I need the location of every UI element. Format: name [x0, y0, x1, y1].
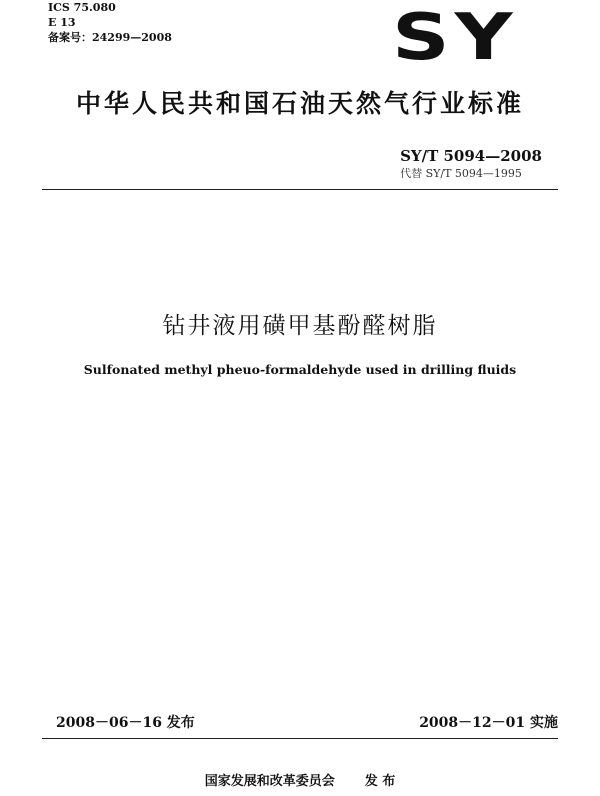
meta-block [48, 0, 172, 45]
filing-number: 备案号：24299—2008 [48, 31, 172, 44]
issuing-authority-heading: 中华人民共和国石油天然气行业标准 [75, 89, 524, 118]
issuer-action: 发 布 [364, 774, 396, 789]
sy-logo: SY [392, 1, 518, 75]
document-title-chinese: 钻井液用磺甲基酚醛树脂 [162, 313, 438, 339]
top-divider [42, 189, 558, 190]
issuer-line [0, 770, 600, 789]
effective-date: 2008－12－01 实施 [419, 715, 558, 731]
issue-date: 2008－06－16 发布 [56, 715, 195, 731]
replaces-standard: 代替 SY/T 5094—1995 [400, 167, 522, 180]
issuer-name: 国家发展和改革委员会 [204, 774, 335, 789]
standard-code: SY/T 5094—2008 [400, 147, 542, 165]
bottom-divider [42, 738, 558, 739]
document-title-english: Sulfonated methyl pheuo-formaldehyde used in drilling fluids [83, 362, 517, 377]
classification-code: E 13 [48, 16, 76, 29]
standard-code-block [400, 146, 542, 182]
ics-code: ICS 75.080 [48, 1, 116, 14]
